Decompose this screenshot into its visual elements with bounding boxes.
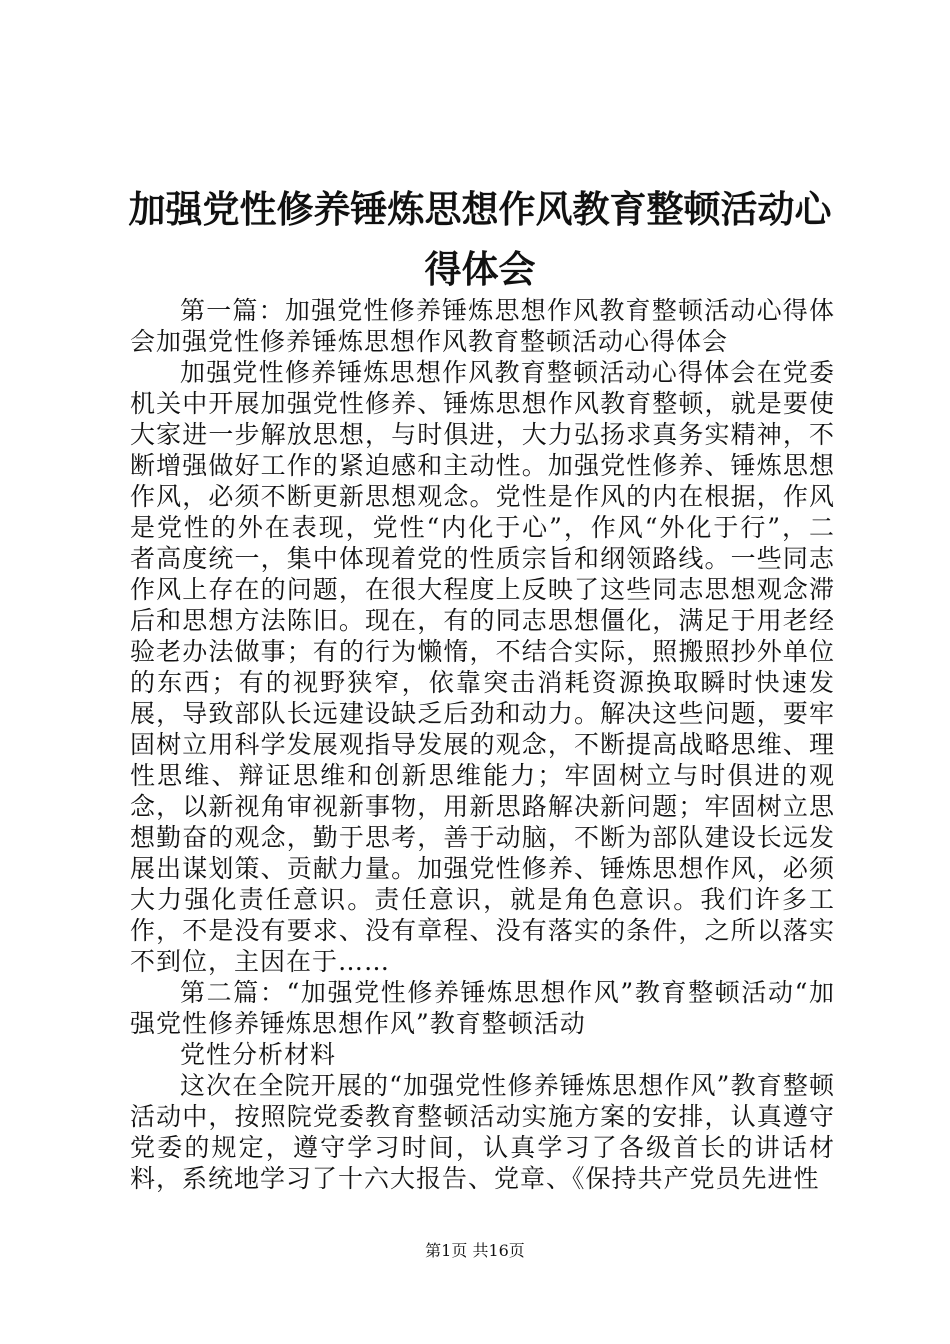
document-body — [130, 295, 835, 1194]
paragraph-party-analysis-title: 党性分析材料 — [180, 1040, 337, 1069]
page-number: 第1页 共16页 — [425, 1241, 525, 1260]
paragraph-part-one-heading: 第一篇：加强党性修养锤炼思想作风教育整顿活动心得体会加强党性修养锤炼思想作风教育整顿活动心得体会 — [130, 296, 835, 356]
paragraph-part-one-body: 加强党性修养锤炼思想作风教育整顿活动心得体会在党委机关中开展加强党性修养、锤炼思想作风教育整顿，就是要使大家进一步解放思想，与时俱进，大力弘扬求真务实精神，不断增强做好工作的紧迫感和主动性。加强党性修养、锤炼思想作风，必须不断更新思想观念。党性是作风的内在根据，作风是党性的外在表现，党性“内化于心”，作风“外化于行”，二者高度统一，集中体现着党的性质宗旨和纲领路线。一些同志作风上存在的问题，在很大程度上反映了这些同志思想观念滞后和思想方法陈旧。现在，有的同志思想僵化，满足于用老经验老办法做事；有的行为懒惰，不结合实际，照搬照抄外单位的东西；有的视野狭窄，依靠突击消耗资源换取瞬时快速发展，导致部队长远建设缺乏后劲和动力。解决这些问题，要牢固树立用科学发展观指导发展的观念，不断提高战略思维、理性思维、辩证思维和创新思维能力；牢固树立与时俱进的观念，以新视角审视新事物，用新思路解决新问题；牢固树立思想勤奋的观念，勤于思考，善于动脑，不断为部队建设长远发展出谋划策、贡献力量。加强党性修养、锤炼思想作风，必须大力强化责任意识。责任意识，就是角色意识。我们许多工作，不是没有要求、没有章程、没有落实的条件，之所以落实不到位，主因在于…… — [130, 358, 835, 976]
document-title: 加强党性修养锤炼思想作风教育整顿活动心得体会 — [128, 188, 832, 291]
paragraph-part-two-body: 这次在全院开展的“加强党性修养锤炼思想作风”教育整顿活动中，按照院党委教育整顿活动实施方案的安排，认真遵守党委的规定，遵守学习时间，认真学习了各级首长的讲话材料，系统地学习了十六大报告、党章、《保持共产党员先进性 — [130, 1071, 835, 1193]
paragraph-part-two-heading: 第二篇：“加强党性修养锤炼思想作风”教育整顿活动“加强党性修养锤炼思想作风”教育整顿活动 — [130, 978, 835, 1038]
